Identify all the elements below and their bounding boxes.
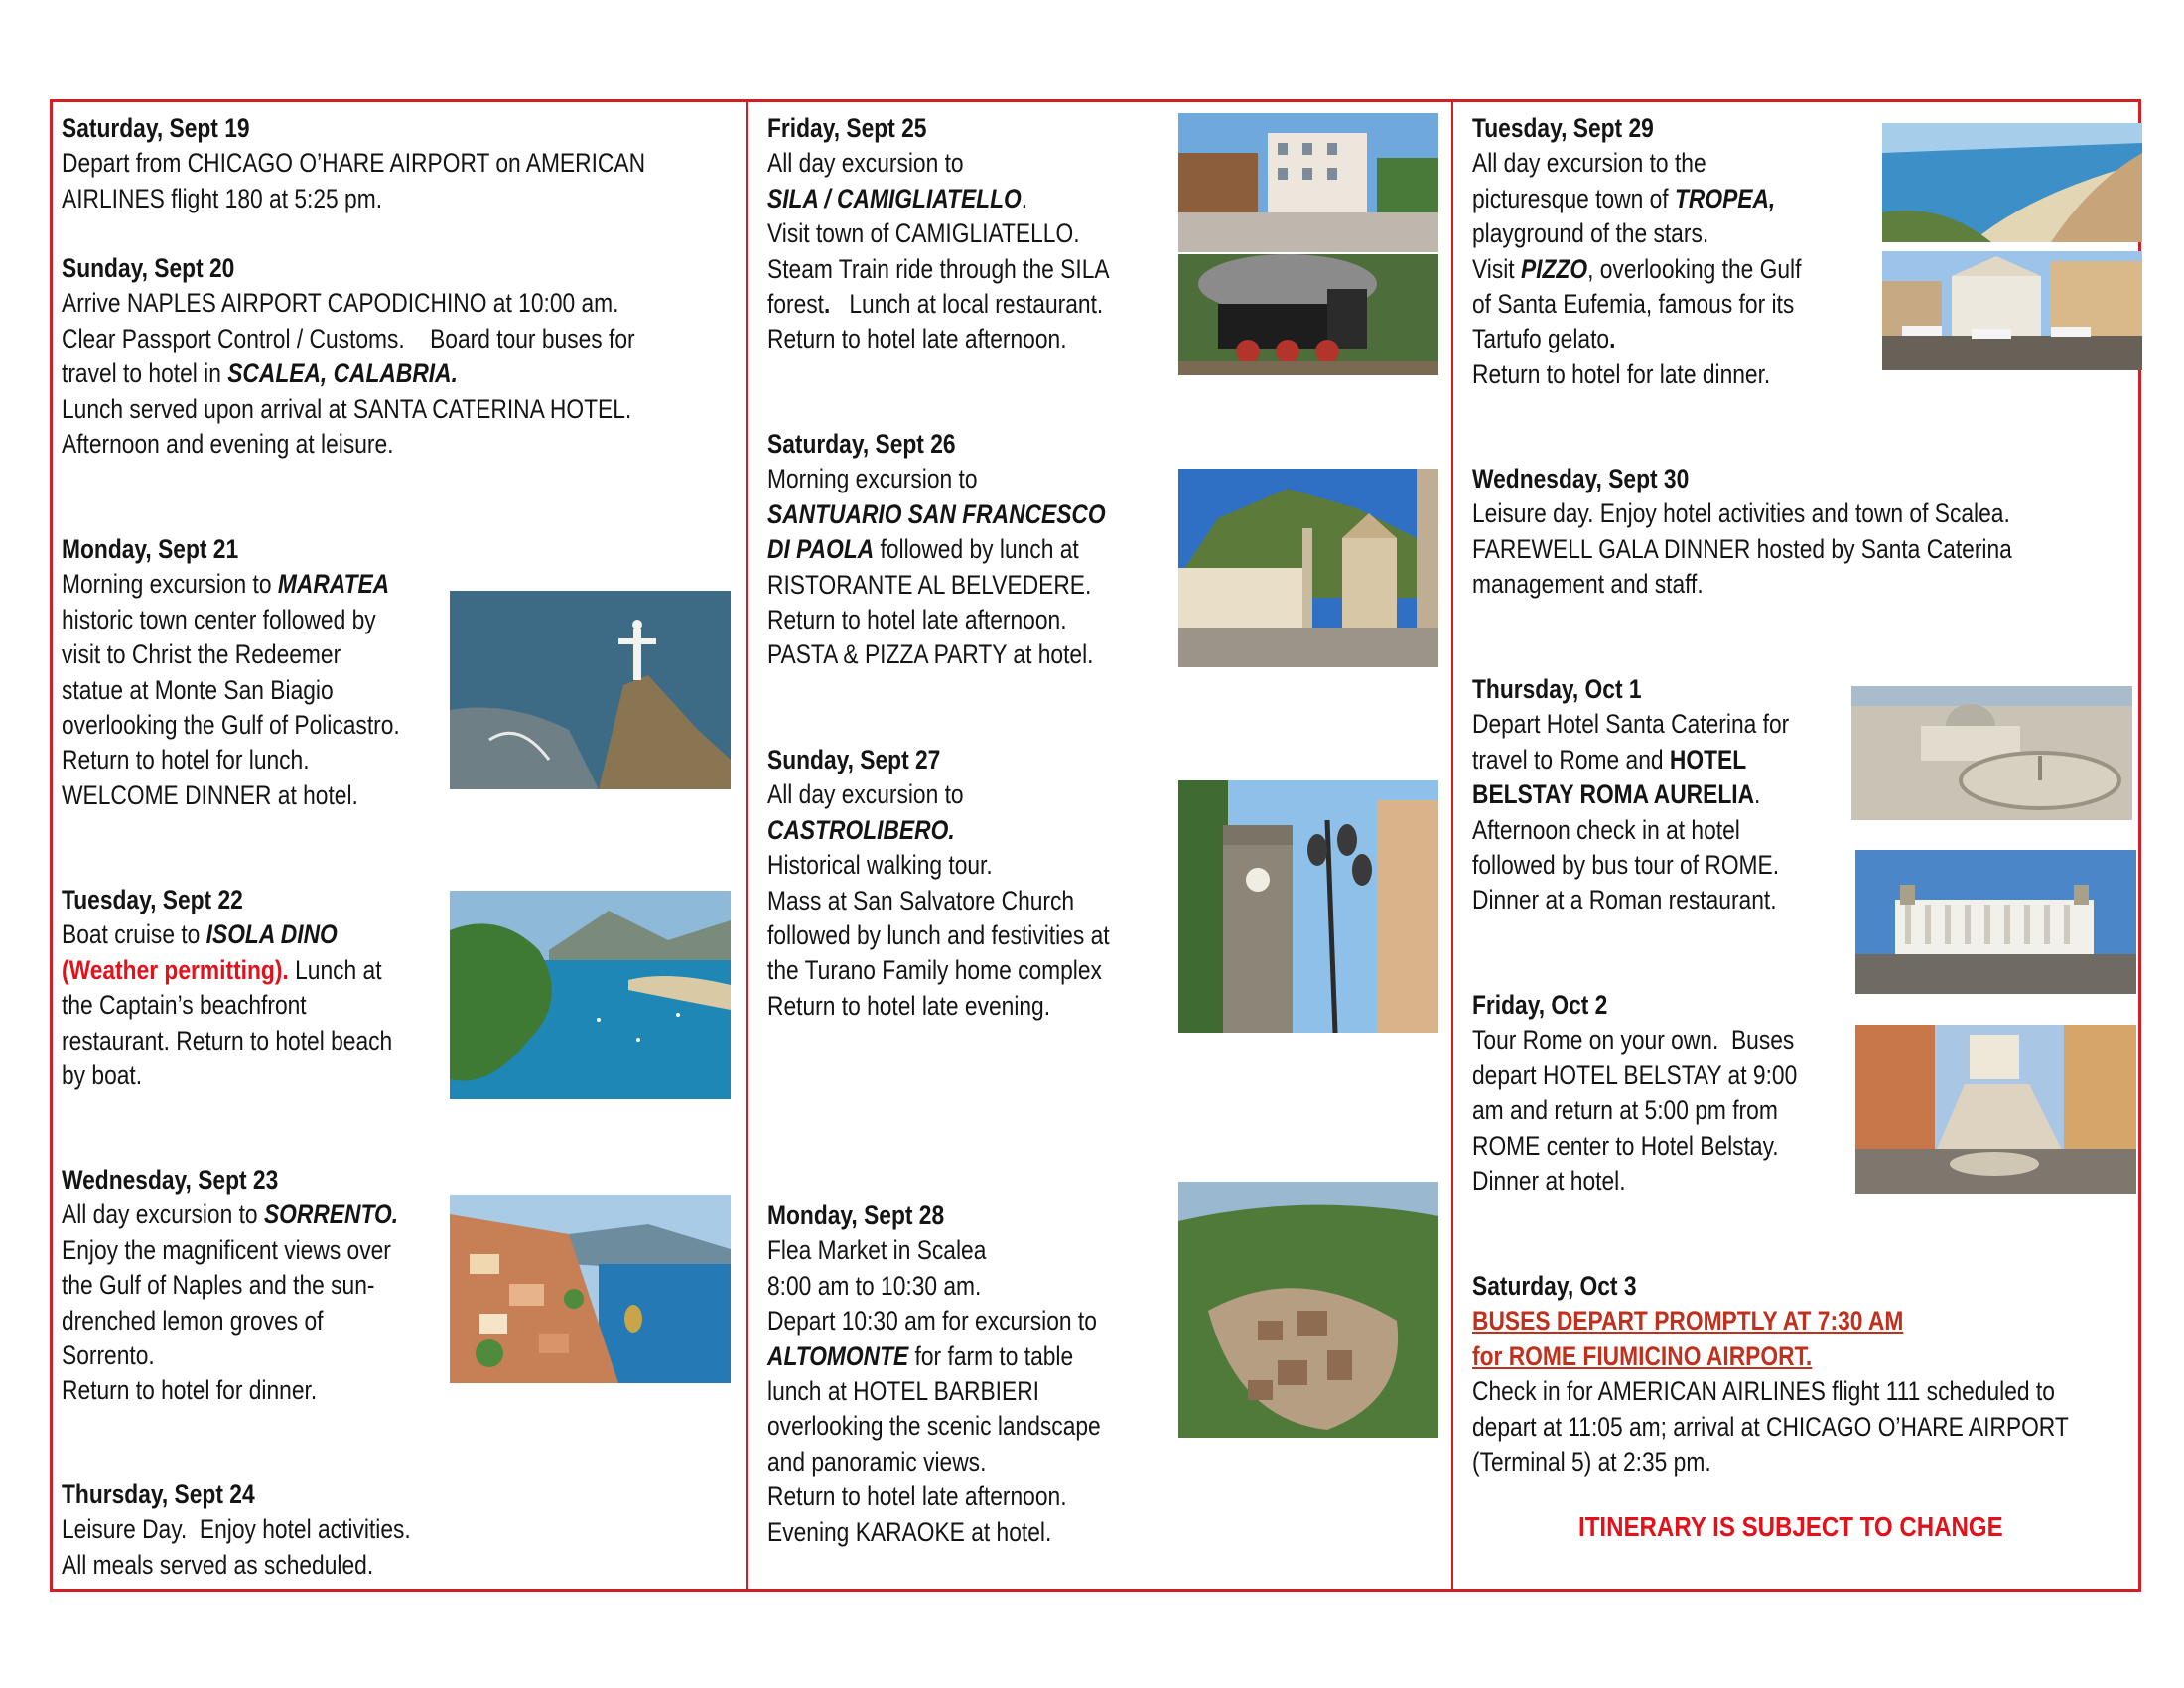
itinerary-change-notice: ITINERARY IS SUBJECT TO CHANGE (1578, 1511, 2003, 1542)
camigliatello-town-photo (1178, 113, 1438, 252)
spanish-steps-photo (1855, 1025, 2136, 1194)
day-wed-sept-23: Wednesday, Sept 23 All day excursion to SORRENTO. Enjoy the magnificent views over the Gulf of Naples and the sun- drenched lemon groves of Sorrento. Return to hotel for dinner. (62, 1165, 399, 1406)
day-mon-sept-28: Monday, Sept 28 Flea Market in Scalea 8:00 am to 10:30 am. Depart 10:30 am for excursion to ALTOMONTE for farm to table lunch at HOTEL BARBIERI overlooking the scenic landscape and panoramic views. Return to hotel late afternoon. Evening KARAOKE at hotel. (767, 1200, 1101, 1547)
day-wed-sept-30: Wednesday, Sept 30 Leisure day. Enjoy hotel activities and town of Scalea. FAREWELL GALA DINNER hosted by Santa Caterina management and staff. (1472, 464, 2012, 600)
day-thu-sept-24: Thursday, Sept 24 Leisure Day. Enjoy hotel activities. All meals served as scheduled. (62, 1479, 411, 1580)
st-peters-square-photo (1851, 686, 2132, 820)
day-sat-oct-3: Saturday, Oct 3 BUSES DEPART PROMPTLY AT 7:30 AM for ROME FIUMICINO AIRPORT. Check in for AMERICAN AIRLINES flight 111 scheduled to depart at 11:05 am; arrival at CHICAGO O’HARE AIRPORT (Terminal 5) at 2:35 pm. (1472, 1271, 2069, 1477)
sorrento-photo (450, 1195, 731, 1383)
santuario-paola-photo (1178, 469, 1438, 667)
day-sun-sept-27: Sunday, Sept 27 All day excursion to CASTROLIBERO. Historical walking tour. Mass at San Salvatore Church followed by lunch and festivities at the Turano Family home complex Return to hotel late evening. (767, 745, 1110, 1021)
steam-train-photo (1178, 254, 1438, 375)
day-tue-sept-22: Tuesday, Sept 22 Boat cruise to ISOLA DINO (Weather permitting). Lunch at the Captain’s beachfront restaurant. Return to hotel beach by boat. (62, 885, 393, 1091)
day-fri-sept-25: Friday, Sept 25 All day excursion to SILA / CAMIGLIATELLO. Visit town of CAMIGLIATELLO. Steam Train ride through the SILA forest. Lunch at local restaurant. Return to hotel late afternoon. (767, 113, 1110, 354)
maratea-photo (450, 591, 731, 789)
day-sat-sept-19: Saturday, Sept 19 Depart from CHICAGO O’HARE AIRPORT on AMERICAN AIRLINES flight 180 at 5:25 pm. (62, 113, 646, 213)
castrolibero-photo (1178, 780, 1438, 1033)
altomonte-photo (1178, 1182, 1438, 1438)
vittoriano-photo (1855, 850, 2136, 994)
column-divider-2 (1451, 99, 1453, 1592)
isola-dino-photo (450, 891, 731, 1099)
day-sun-sept-20: Sunday, Sept 20 Arrive NAPLES AIRPORT CAPODICHINO at 10:00 am. Clear Passport Control / Customs. Board tour buses for travel to hotel in SCALEA, CALABRIA. Lunch served upon arrival at SANTA CATERINA HOTEL. Afternoon and evening at leisure. (62, 253, 635, 460)
day-fri-oct-2: Friday, Oct 2 Tour Rome on your own. Buses depart HOTEL BELSTAY at 9:00 am and return at 5:00 pm from ROME center to Hotel Belstay. Dinner at hotel. (1472, 990, 1798, 1196)
pizzo-square-photo (1882, 251, 2142, 370)
day-tue-sept-29: Tuesday, Sept 29 All day excursion to the picturesque town of TROPEA, playground of the stars. Visit PIZZO, overlooking the Gulf of Santa Eufemia, famous for its Tartufo gelato. Return to hotel for late dinner. (1472, 113, 1802, 389)
day-sat-sept-26: Saturday, Sept 26 Morning excursion to SANTUARIO SAN FRANCESCO DI PAOLA followed by lunch at RISTORANTE AL BELVEDERE. Return to hotel late afternoon. PASTA & PIZZA PARTY at hotel. (767, 429, 1106, 670)
tropea-beach-photo (1882, 123, 2142, 242)
column-divider-1 (746, 99, 748, 1592)
day-thu-oct-1: Thursday, Oct 1 Depart Hotel Santa Caterina for travel to Rome and HOTEL BELSTAY ROMA AURELIA. Afternoon check in at hotel followed by bus tour of ROME. Dinner at a Roman restaurant. (1472, 674, 1790, 915)
day-mon-sept-21: Monday, Sept 21 Morning excursion to MARATEA historic town center followed by visit to Christ the Redeemer statue at Monte San Biagio overlooking the Gulf of Policastro. Return to hotel for lunch. WELCOME DINNER at hotel. (62, 534, 400, 810)
